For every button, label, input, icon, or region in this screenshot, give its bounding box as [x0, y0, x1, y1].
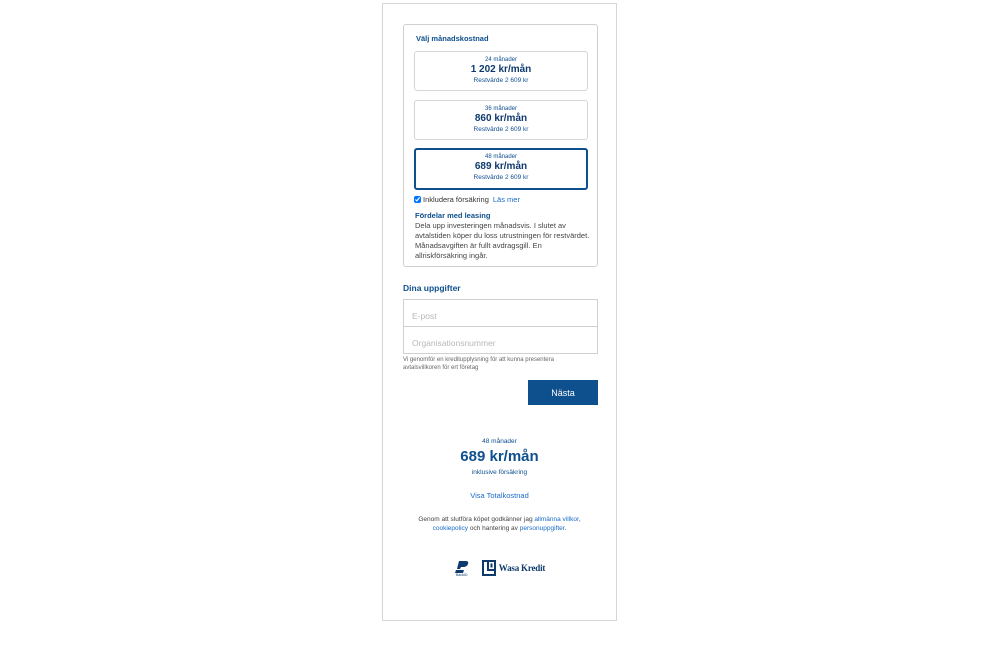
- monthly-cost-title: Välj månadskostnad: [416, 34, 489, 43]
- benefits-title: Fördelar med leasing: [415, 211, 491, 220]
- terms-suffix: .: [564, 525, 567, 532]
- next-button[interactable]: Nästa: [528, 380, 598, 405]
- option-price: 1 202 kr/mån: [470, 64, 532, 75]
- credit-check-note: Vi genomför en kreditupplysning för att kunna presentera avtalsvillkoren för ert företag: [403, 357, 554, 371]
- option-months: 24 månader: [484, 57, 518, 63]
- insurance-label: Inkludera försäkring: [423, 195, 489, 204]
- partner-logos: [383, 557, 616, 579]
- email-field[interactable]: [403, 299, 598, 327]
- insurance-checkbox[interactable]: [414, 196, 421, 203]
- details-title: Dina uppgifter: [403, 283, 461, 293]
- monthly-cost-card: [403, 24, 598, 267]
- option-residual: Restvärde 2 609 kr: [473, 174, 529, 181]
- cookie-policy-link[interactable]: cookiepolicy: [432, 525, 469, 532]
- summary-months: 48 månader: [482, 438, 517, 445]
- terms-separator: ,: [578, 516, 581, 523]
- checkout-panel: [382, 3, 617, 621]
- email-input[interactable]: [404, 300, 597, 326]
- option-price: 689 kr/mån: [474, 161, 528, 172]
- summary-price: 689 kr/mån: [460, 448, 539, 465]
- show-total-cost-link[interactable]: Visa Totalkostnad: [470, 491, 529, 500]
- option-months: 36 månader: [484, 106, 518, 112]
- bankid-icon: [454, 560, 470, 574]
- org-number-input[interactable]: [404, 327, 597, 353]
- wasa-kredit-icon: [482, 560, 496, 576]
- org-number-field[interactable]: [403, 326, 598, 354]
- summary-insurance-note: inklusive försäkring: [471, 469, 528, 476]
- benefits-text: Dela upp investeringen månadsvis. I slutet av avtalstiden köper du loss utrustningen för restvärdet. Månadsavgiften är fullt avdragsgill. En allriskförsäkring ingår.: [415, 221, 590, 260]
- bankid-label: BankID: [456, 572, 468, 577]
- wasa-kredit-label: Wasa Kredit: [498, 563, 546, 573]
- option-24-months[interactable]: [414, 51, 588, 91]
- insurance-toggle[interactable]: [414, 195, 520, 204]
- personal-data-link[interactable]: personuppgifter: [519, 525, 565, 532]
- option-residual: Restvärde 2 609 kr: [473, 126, 529, 133]
- wasa-kredit-logo: [482, 560, 545, 576]
- option-residual: Restvärde 2 609 kr: [473, 77, 529, 84]
- terms-middle: och hantering av: [469, 525, 518, 532]
- option-36-months[interactable]: [414, 100, 588, 140]
- option-months: 48 månader: [484, 154, 518, 160]
- read-more-link[interactable]: Läs mer: [492, 195, 520, 204]
- option-48-months[interactable]: [414, 148, 588, 190]
- option-price: 860 kr/mån: [474, 113, 528, 124]
- bankid-logo: [454, 560, 470, 577]
- terms-prefix: Genom att slutföra köpet godkänner jag: [418, 516, 533, 523]
- terms-text: [418, 515, 581, 533]
- terms-link[interactable]: allmänna villkor: [534, 516, 579, 523]
